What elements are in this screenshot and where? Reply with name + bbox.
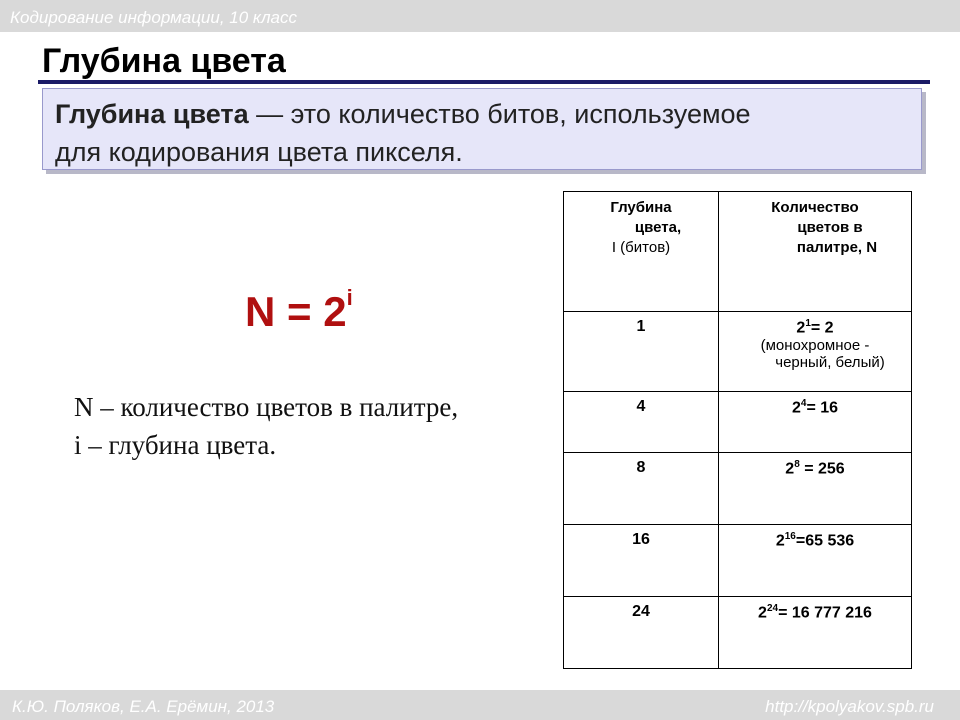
- count-cell: [719, 525, 912, 597]
- definition-box: [42, 88, 922, 170]
- count-result: = 16 777 216: [778, 604, 872, 622]
- count-cell: [719, 312, 912, 392]
- depth-cell: 4: [564, 392, 719, 453]
- count-cell: [719, 392, 912, 453]
- formula: [245, 285, 353, 336]
- header-count-line: цветов в: [797, 219, 863, 236]
- header-count-line: Количество: [771, 199, 859, 216]
- definition-text: — это количество битов, используемое: [248, 99, 751, 129]
- header-bar: [0, 0, 960, 32]
- count-result: =65 536: [795, 532, 855, 550]
- footer-authors: К.Ю. Поляков, Е.А. Ерёмин, 2013: [12, 697, 275, 716]
- count-note: (монохромное -: [760, 337, 870, 355]
- definition-text-line2: для кодирования цвета пикселя.: [55, 137, 463, 167]
- footer-bar: [0, 690, 960, 720]
- title-divider: [38, 80, 930, 84]
- count-exponent: 4: [800, 398, 807, 409]
- footer-url[interactable]: http://kpolyakov.spb.ru: [765, 697, 934, 716]
- page-title: Глубина цвета: [42, 42, 286, 80]
- header-depth-line: цвета,: [634, 219, 682, 236]
- formula-base: N = 2: [245, 288, 347, 335]
- count-base: 2: [785, 460, 795, 478]
- header-depth-line: I (битов): [611, 239, 671, 256]
- count-result: = 16: [806, 399, 839, 417]
- header-count: [719, 192, 912, 312]
- depth-cell: 1: [564, 312, 719, 392]
- count-result: = 256: [799, 460, 845, 478]
- count-base: 2: [796, 319, 806, 337]
- table-row: [564, 312, 912, 392]
- header-depth-line: Глубина: [610, 199, 672, 216]
- explanation-line-n: N – количество цветов в палитре,: [74, 392, 459, 422]
- count-cell: [719, 597, 912, 669]
- depth-cell: 8: [564, 453, 719, 525]
- count-exponent: 1: [805, 318, 811, 329]
- table-row: [564, 525, 912, 597]
- depth-cell: 16: [564, 525, 719, 597]
- header-depth: [564, 192, 719, 312]
- formula-exponent: i: [346, 285, 353, 310]
- formula-explanation: [74, 388, 458, 464]
- table-row: [564, 392, 912, 453]
- count-exponent: 16: [784, 531, 796, 542]
- count-note: черный, белый): [775, 354, 885, 372]
- count-exponent: 8: [794, 459, 800, 470]
- count-result: = 2: [810, 319, 834, 337]
- count-base: 2: [791, 399, 801, 417]
- explanation-line-i: i – глубина цвета.: [74, 430, 277, 460]
- header-count-line: палитре, N: [796, 239, 878, 256]
- count-exponent: 24: [766, 603, 779, 614]
- count-cell: [719, 453, 912, 525]
- table-row: [564, 597, 912, 669]
- table-row: [564, 453, 912, 525]
- table-header-row: [564, 192, 912, 312]
- palette-table: [563, 191, 912, 669]
- count-base: 2: [758, 604, 767, 622]
- definition-term: Глубина цвета: [55, 99, 249, 129]
- course-label: Кодирование информации, 10 класс: [10, 8, 297, 27]
- count-base: 2: [775, 532, 785, 550]
- depth-cell: 24: [564, 597, 719, 669]
